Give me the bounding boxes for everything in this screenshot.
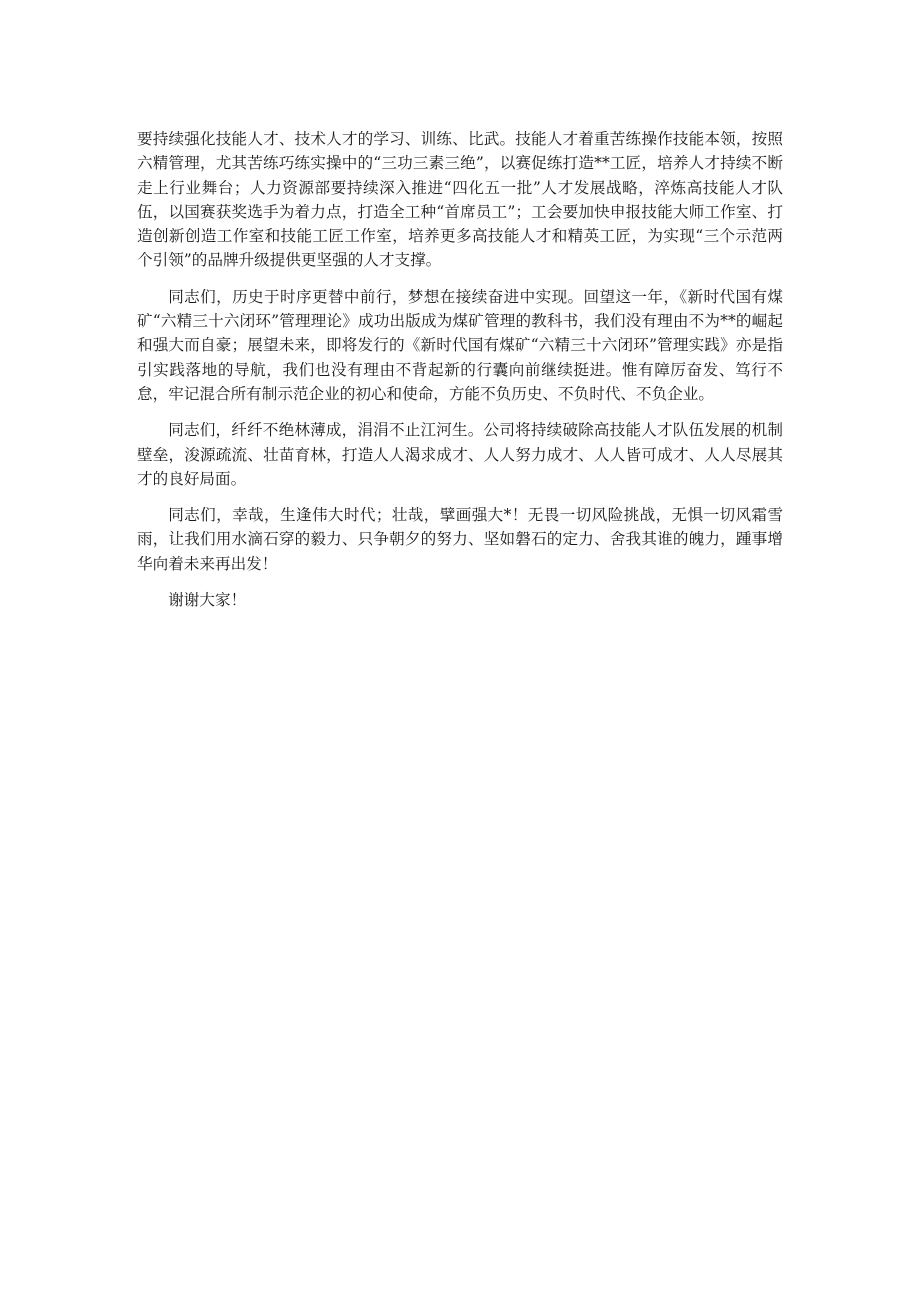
paragraph-talent-training: 要持续强化技能人才、技术人才的学习、训练、比武。技能人才着重苦练操作技能本领，按照六精管理，尤其苦练巧练实操中的“三功三素三绝”，以赛促练打造**工匠，培养人才持续不断走上行业舞台；人力资源部要持续深入推进“四化五一批”人才发展战略，淬炼高技能人才队伍，以国赛获奖选手为着力点，打造全工种“首席员工”；工会要加快申报技能大师工作室、打造创新创造工作室和技能工匠工作室，培养更多高技能人才和精英工匠，为实现“三个示范两个引领”的品牌升级提供更坚强的人才支撑。 — [137, 130, 783, 270]
paragraph-thanks: 谢谢大家！ — [168, 591, 247, 610]
paragraph-talent-development: 同志们，纤纤不绝林薄成，涓涓不止江河生。公司将持续破除高技能人才队伍发展的机制壁垒，浚源疏流、壮苗育林，打造人人渴求成才、人人努力成才、人人皆可成才、人人尽展其才的良好局面。 — [137, 421, 783, 488]
paragraph-history-review: 同志们，历史于时序更替中前行，梦想在接续奋进中实现。回望这一年，《新时代国有煤矿“六精三十六闭环”管理理论》成功出版成为煤矿管理的教科书，我们没有理由不为**的崛起和强大而自豪；展望未来，即将发行的《新时代国有煤矿“六精三十六闭环”管理实践》亦是指引实践落地的导航，我们也没有理由不背起新的行囊向前继续挺进。惟有障厉奋发、笃行不怠，牢记混合所有制示范企业的初心和使命，方能不负历史、不负时代、不负企业。 — [137, 287, 783, 403]
paragraph-call-to-action: 同志们，幸哉，生逢伟大时代；壮哉，擘画强大*！无畏一切风险挑战，无惧一切风霜雪雨，让我们用水滴石穿的毅力、只争朝夕的努力、坚如磐石的定力、舍我其谁的魄力，踵事增华向着未来再出发！ — [137, 506, 783, 573]
document-body — [137, 127, 783, 624]
